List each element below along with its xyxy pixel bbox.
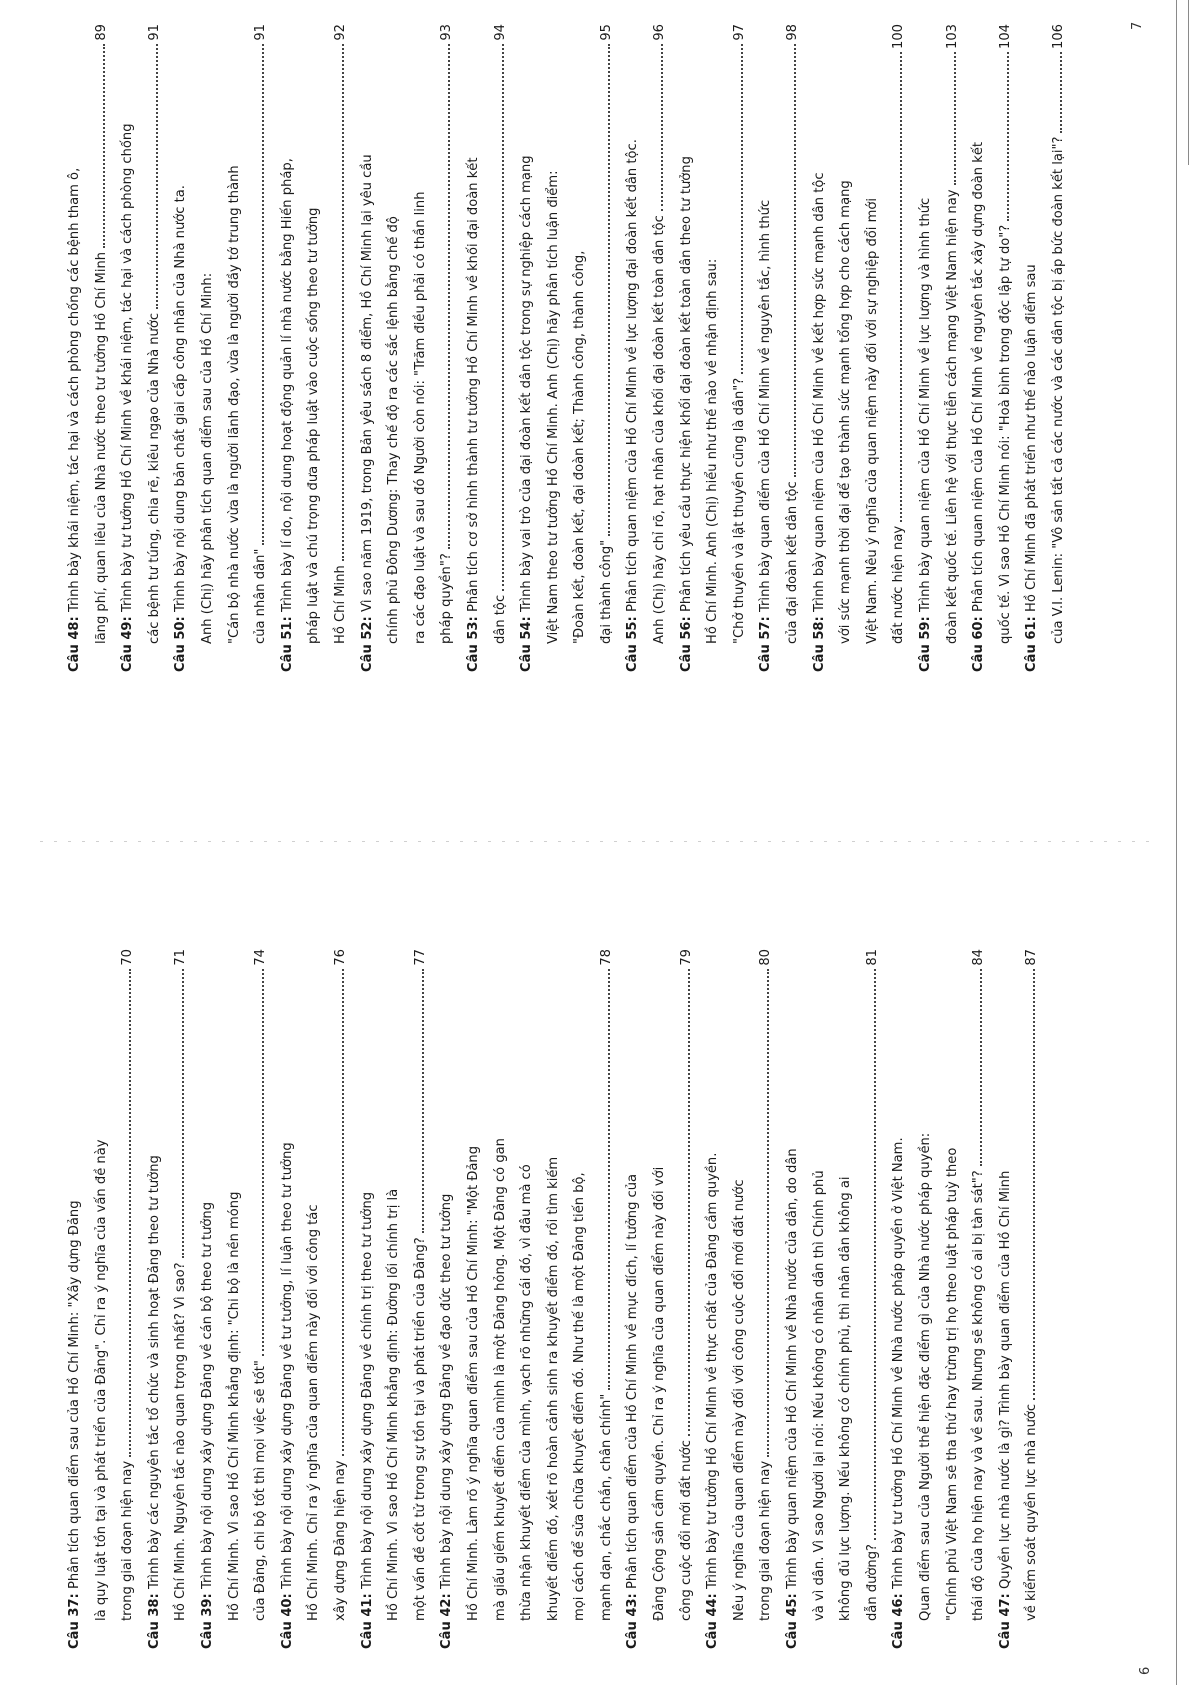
question-text: Quan điểm sau của Người thể hiện đặc điểm gì của Nhà nước pháp quyền:: [918, 1132, 933, 1621]
question-label: Câu 49:: [120, 616, 136, 672]
toc-entry-line: [275, 24, 302, 672]
toc-entry-line: [807, 949, 834, 1649]
toc-entry-line: [434, 949, 461, 1649]
question-text: Việt Nam. Nêu ý nghĩa của quan niệm này đối với sự nghiệp đổi mới: [864, 198, 880, 644]
toc-entry: [355, 949, 435, 1649]
question-text: Phân tích quan điểm sau của Hồ Chí Minh: "Xây dựng Đảng: [67, 1200, 82, 1590]
question-label: Câu 52:: [359, 616, 375, 672]
toc-entry-line: [514, 949, 541, 1649]
toc-entry-line: [142, 949, 169, 1649]
toc-entry: [780, 949, 886, 1649]
page-ref: 78: [598, 949, 614, 966]
toc-entry-line: [700, 949, 727, 1649]
question-text: "Chính phủ Việt Nam sẽ tha thứ hay trừng trị họ theo luật pháp tuỳ theo: [944, 1147, 960, 1621]
dot-leader: [103, 44, 105, 248]
question-label: Câu 41:: [359, 1593, 375, 1649]
toc-entry-line: [620, 24, 647, 672]
dot-leader: [422, 969, 424, 1234]
toc-entry-line: [1046, 24, 1073, 672]
page-ref: 91: [253, 24, 269, 41]
question-label: Câu 55:: [625, 616, 641, 672]
toc-entry: [355, 24, 461, 672]
question-text: Trình bày lí do, nội dung hoạt động quản lí nhà nước bằng Hiến pháp,: [279, 158, 295, 613]
toc-entry: [62, 24, 115, 672]
page-ref: 77: [412, 949, 428, 966]
question-text: thừa nhận khuyết điểm của mình, vạch rõ những cái đó, vì đâu mà có: [519, 1164, 535, 1621]
toc-entry-line: [62, 24, 89, 672]
question-text: Trình bày quan niệm của Hồ Chí Minh về Nhà nước của dân, do dân: [785, 1148, 801, 1590]
question-label: Câu 48:: [67, 616, 82, 672]
question-text: dẫn đường?: [864, 1544, 880, 1621]
toc-left-column: [62, 949, 1046, 1649]
toc-entry-line: [328, 24, 355, 672]
page-ref: 81: [864, 949, 880, 966]
toc-entry-line: [488, 949, 515, 1649]
dot-leader: [688, 969, 690, 1436]
page-ref: 94: [492, 24, 508, 41]
dot-leader: [156, 44, 158, 309]
toc-entry: [195, 949, 275, 1649]
question-text: Phân tích quan niệm của Hồ Chí Minh về nguyên tắc xây dựng đoàn kết: [971, 141, 987, 613]
toc-entry-line: [301, 949, 328, 1649]
toc-entry: [674, 24, 754, 672]
toc-entry-line: [195, 24, 222, 672]
toc-entry-line: [567, 949, 594, 1649]
dot-leader: [342, 969, 344, 1457]
question-text: Quyền lực nhà nước là gì? Trình bày quan điểm của Hồ Chí Minh: [997, 1170, 1013, 1590]
dot-leader: [874, 969, 876, 1540]
page-ref: 70: [120, 949, 136, 966]
dot-leader: [129, 969, 131, 1457]
toc-entry-line: [780, 24, 807, 672]
toc-entry: [886, 949, 992, 1649]
toc-right-column: [62, 24, 1073, 672]
question-text: "Đoàn kết, đoàn kết, đại đoàn kết; Thành công, thành công,: [572, 250, 588, 644]
toc-entry: [142, 949, 195, 1649]
dot-leader: [1007, 52, 1009, 221]
question-text: Phân tích cơ sở hình thành tư tưởng Hồ Chí Minh về khối đại đoàn kết: [465, 157, 481, 613]
toc-entry-line: [541, 24, 568, 672]
question-label: Câu 56:: [678, 616, 694, 672]
dot-leader: [1060, 52, 1062, 133]
question-text: trong giai đoạn hiện nay: [758, 1460, 774, 1621]
toc-entry-line: [753, 24, 780, 672]
question-text: Hồ Chí Minh. Vì sao Hồ Chí Minh khẳng định: "Chi bộ là nền móng: [226, 1191, 242, 1621]
question-text: mạnh dạn, chắc chắn, chân chính": [598, 1393, 614, 1621]
question-text: pháp luật và chú trọng đưa pháp luật vào cuộc sống theo tư tưởng: [306, 207, 322, 644]
toc-entry-line: [488, 24, 515, 672]
bottom-rule: [1176, 0, 1177, 1685]
toc-entry-line: [647, 949, 674, 1649]
toc-entry-line: [966, 949, 993, 1649]
toc-entry-line: [1019, 24, 1046, 672]
toc-entry-line: [780, 949, 807, 1649]
toc-entry-line: [700, 24, 727, 672]
question-text: lãng phí, quan liêu của Nhà nước theo tư tưởng Hồ Chí Minh: [93, 251, 109, 644]
toc-entry-line: [62, 949, 89, 1649]
toc-entry-line: [461, 949, 488, 1649]
toc-entry: [620, 24, 673, 672]
question-text: Hồ Chí Minh: [332, 565, 348, 644]
toc-entry-line: [355, 24, 382, 672]
book-spine: [40, 841, 1150, 842]
toc-entry-line: [647, 24, 674, 672]
toc-entry-line: [248, 949, 275, 1649]
toc-entry: [514, 24, 620, 672]
question-text: đất nước hiện nay: [891, 525, 907, 644]
toc-entry-line: [222, 949, 249, 1649]
question-text: không đủ lực lượng. Nếu không có chính phủ, thì nhân dân không ai: [838, 1176, 854, 1621]
toc-entry: [700, 949, 780, 1649]
toc-entry-line: [940, 24, 967, 672]
question-text: Trình bày tư tưởng Hồ Chí Minh về Nhà nước pháp quyền ở Việt Nam.: [891, 1137, 907, 1590]
page-ref: 98: [785, 24, 801, 41]
question-text: về kiểm soát quyền lực nhà nước: [1024, 1403, 1040, 1621]
question-text: xây dựng Đảng hiện nay: [332, 1460, 348, 1621]
toc-entry-line: [913, 24, 940, 672]
question-label: Câu 40:: [279, 1593, 295, 1649]
question-label: Câu 59:: [918, 616, 933, 672]
toc-entry-line: [913, 949, 940, 1649]
toc-entry-line: [594, 949, 621, 1649]
page-number-left: 6: [1138, 1666, 1153, 1675]
page-ref: 103: [944, 24, 960, 49]
page-ref: 93: [439, 24, 455, 41]
question-text: Anh (Chị) hãy phân tích quan điểm sau của Hồ Chí Minh:: [199, 272, 215, 644]
toc-entry-line: [541, 949, 568, 1649]
question-text: đại thành công": [598, 539, 614, 644]
question-label: Câu 57:: [758, 616, 774, 672]
dot-leader: [900, 52, 902, 522]
question-text: của Đảng, chi bộ tốt thì mọi việc sẽ tốt": [253, 1360, 269, 1621]
toc-entry-line: [807, 24, 834, 672]
dot-leader: [608, 969, 610, 1390]
toc-entry: [620, 949, 700, 1649]
dot-leader: [262, 969, 264, 1356]
toc-entry: [115, 24, 168, 672]
dot-leader: [767, 969, 769, 1457]
toc-entry: [275, 24, 355, 672]
page-ref: 91: [146, 24, 162, 41]
page-ref: 106: [1050, 24, 1066, 49]
question-text: Trình bày tư tưởng Hồ Chí Minh về thực chất của Đảng cầm quyền.: [705, 1152, 721, 1590]
question-text: mọi cách để sửa chữa khuyết điểm đó. Như thế là một Đảng tiến bộ,: [572, 1172, 588, 1621]
page-ref: 71: [173, 949, 189, 966]
question-text: đoàn kết quốc tế. Liên hệ với thực tiễn cách mạng Việt Nam hiện nay: [944, 189, 960, 644]
page-ref: 89: [93, 24, 109, 41]
toc-entry-line: [966, 24, 993, 672]
question-label: Câu 47:: [997, 1593, 1013, 1649]
toc-entry-line: [594, 24, 621, 672]
corner-rule: [1188, 0, 1189, 165]
toc-entry-line: [727, 24, 754, 672]
page-ref: 79: [678, 949, 694, 966]
question-text: Hồ Chí Minh. Chỉ ra ý nghĩa của quan điểm này đối với công tác: [306, 1204, 322, 1621]
question-text: Hồ Chí Minh đã phát triển như thế nào luận điểm sau: [1024, 264, 1040, 613]
toc-entry-line: [168, 949, 195, 1649]
dot-leader: [608, 44, 610, 536]
toc-entry-line: [301, 24, 328, 672]
dot-leader: [661, 44, 663, 211]
question-text: trong giai đoạn hiện nay: [120, 1460, 136, 1621]
toc-entry: [461, 24, 514, 672]
question-label: Câu 53:: [465, 616, 481, 672]
question-text: dân tộc: [492, 594, 508, 644]
question-text: Hồ Chí Minh. Nguyên tắc nào quan trọng nhất? Vì sao?: [173, 1262, 189, 1621]
question-text: của V.I. Lenin: "Vô sản tất cả các nước và các dân tộc bị áp bức đoàn kết lại"?: [1050, 136, 1066, 644]
toc-entry: [993, 949, 1046, 1649]
toc-entry-line: [408, 949, 435, 1649]
question-text: Trình bày vai trò của đại đoàn kết dân tộc trong sự nghiệp cách mạng: [519, 155, 535, 613]
question-label: Câu 45:: [785, 1593, 801, 1649]
toc-entry-line: [514, 24, 541, 672]
toc-entry-line: [381, 24, 408, 672]
question-label: Câu 46:: [891, 1593, 907, 1649]
toc-entry-line: [1019, 949, 1046, 1649]
toc-entry-line: [355, 949, 382, 1649]
page-ref: 80: [758, 949, 774, 966]
question-label: Câu 38:: [146, 1593, 162, 1649]
page-ref: 95: [598, 24, 614, 41]
question-text: chính phủ Đông Dương: Thay chế độ ra các sắc lệnh bằng chế độ: [386, 216, 402, 644]
question-text: Đảng Cộng sản cầm quyền. Chỉ ra ý nghĩa của quan điểm này đối với: [652, 1166, 668, 1621]
toc-entry: [807, 24, 913, 672]
question-text: Trình bày nội dung xây dựng Đảng về chính trị theo tư tưởng: [359, 1191, 375, 1590]
question-text: Anh (Chị) hãy chỉ rõ, hạt nhân của khối đại đoàn kết toàn dân tộc: [652, 215, 668, 644]
dot-leader: [954, 52, 956, 186]
toc-entry: [275, 949, 355, 1649]
toc-entry-line: [674, 949, 701, 1649]
page-number-right: 7: [1130, 21, 1145, 30]
toc-entry-line: [328, 949, 355, 1649]
question-label: Câu 60:: [971, 616, 987, 672]
question-text: ra các đạo luật và sau đó Người còn nói: "Trăm điều phải có thần linh: [412, 191, 428, 644]
question-text: Trình bày nội dung xây dựng Đảng về cán bộ theo tư tưởng: [199, 1201, 215, 1590]
question-text: các bệnh tư túng, chia rẽ, kiêu ngạo của Nhà nước: [146, 312, 162, 644]
page-ref: 100: [891, 24, 907, 49]
dot-leader: [262, 44, 264, 545]
question-label: Câu 37:: [67, 1593, 82, 1649]
dot-leader: [502, 44, 504, 591]
toc-entry-line: [940, 949, 967, 1649]
question-text: Phân tích quan điểm của Hồ Chí Minh về mục đích, lí tưởng của: [625, 1173, 641, 1590]
toc-entry-line: [620, 949, 647, 1649]
question-text: Việt Nam theo tư tưởng Hồ Chí Minh. Anh (Chị) hãy phân tích luận điểm:: [545, 170, 561, 644]
toc-entry: [1019, 24, 1072, 672]
question-label: Câu 42:: [439, 1593, 455, 1649]
toc-entry-line: [833, 24, 860, 672]
toc-entry: [434, 949, 620, 1649]
toc-entry-line: [168, 24, 195, 672]
dot-leader: [741, 44, 743, 374]
question-text: Phân tích yêu cầu thực hiện khối đại đoàn kết toàn dân theo tư tưởng: [678, 156, 694, 613]
toc-entry-line: [408, 24, 435, 672]
question-text: công cuộc đổi mới đất nước: [678, 1440, 694, 1621]
question-text: "Chở thuyền và lật thuyền cũng là dân"?: [731, 377, 747, 644]
question-text: của đại đoàn kết dân tộc: [785, 481, 801, 644]
toc-entry-line: [381, 949, 408, 1649]
question-label: Câu 58:: [811, 616, 827, 672]
toc-entry-line: [727, 949, 754, 1649]
toc-entry-line: [886, 949, 913, 1649]
question-text: và vì dân. Vì sao Người lại nói: Nếu không có nhân dân thì Chính phủ: [811, 1170, 827, 1621]
question-text: quốc tế. Vì sao Hồ Chí Minh nói: "Hoà bình trong độc lập tự do"?: [997, 224, 1013, 644]
question-label: Câu 50:: [173, 616, 189, 672]
question-text: là quy luật tồn tại và phát triển của Đảng". Chỉ ra ý nghĩa của vấn đề này: [93, 1139, 109, 1621]
toc-entry-line: [461, 24, 488, 672]
question-text: Trình bày nội dung xây dựng Đảng về đạo đức theo tư tưởng: [439, 1193, 455, 1590]
page-ref: 104: [997, 24, 1013, 49]
page-ref: 87: [1024, 949, 1040, 966]
question-label: Câu 39:: [199, 1593, 215, 1649]
question-text: Trình bày quan điểm của Hồ Chí Minh về nguyên tắc, hình thức: [758, 199, 774, 613]
toc-entry: [62, 949, 142, 1649]
question-text: Hồ Chí Minh. Làm rõ ý nghĩa quan điểm sau của Hồ Chí Minh: "Một Đảng: [465, 1145, 481, 1621]
toc-entry-line: [833, 949, 860, 1649]
question-text: Trình bày các nguyên tắc tổ chức và sinh hoạt Đảng theo tư tưởng: [146, 1155, 162, 1590]
page-ref: 96: [652, 24, 668, 41]
toc-entry: [913, 24, 966, 672]
toc-entry-line: [860, 949, 887, 1649]
question-text: thái độ của họ hiện nay và về sau. Nhưng sẽ không có ai bị tàn sát"?: [971, 1170, 987, 1621]
question-text: mà giấu giếm khuyết điểm của mình là một Đảng hỏng. Một Đảng có gan: [492, 1138, 508, 1621]
toc-entry-line: [222, 24, 249, 672]
question-text: khuyết điểm đó, xét rõ hoàn cảnh sinh ra khuyết điểm đó, rồi tìm kiếm: [545, 1156, 561, 1621]
question-text: của nhân dân": [253, 548, 269, 644]
toc-entry: [753, 24, 806, 672]
question-text: Hồ Chí Minh. Vì sao Hồ Chí Minh khẳng định: Đường lối chính trị là: [386, 1188, 402, 1621]
question-text: Trình bày tư tưởng Hồ Chí Minh về khái niệm, tác hại và cách phòng chống: [120, 123, 136, 613]
toc-entry-line: [195, 949, 222, 1649]
dot-leader: [794, 44, 796, 478]
toc-entry-line: [674, 24, 701, 672]
question-text: Vì sao năm 1919, trong Bản yêu sách 8 điểm, Hồ Chí Minh lại yêu cầu: [359, 154, 375, 613]
page-ref: 92: [332, 24, 348, 41]
toc-entry-line: [753, 949, 780, 1649]
toc-entry-line: [434, 24, 461, 672]
toc-entry: [966, 24, 1019, 672]
dot-leader: [182, 969, 184, 1259]
toc-entry-line: [860, 24, 887, 672]
question-text: pháp quyền"?: [439, 553, 455, 644]
page-ref: 74: [253, 949, 269, 966]
question-label: Câu 44:: [705, 1593, 721, 1649]
question-label: Câu 43:: [625, 1593, 641, 1649]
question-text: Trình bày quan niệm của Hồ Chí Minh về kết hợp sức mạnh dân tộc: [811, 172, 827, 613]
toc-entry-line: [142, 24, 169, 672]
question-text: với sức mạnh thời đại để tạo thành sức mạnh tổng hợp cho cách mạng: [838, 180, 854, 644]
question-label: Câu 54:: [519, 616, 535, 672]
toc-entry-line: [567, 24, 594, 672]
dot-leader: [448, 44, 450, 550]
question-label: Câu 51:: [279, 616, 295, 672]
page-ref: 76: [332, 949, 348, 966]
question-label: Câu 61:: [1024, 616, 1040, 672]
question-text: Trình bày khái niệm, tác hại và cách phòng chống các bệnh tham ô,: [67, 167, 82, 613]
question-text: "Cán bộ nhà nước vừa là người lãnh đạo, vừa là người đầy tớ trung thành: [226, 165, 242, 644]
toc-entry-line: [993, 949, 1020, 1649]
toc-entry-line: [89, 24, 116, 672]
toc-entry-line: [886, 24, 913, 672]
toc-entry-line: [248, 24, 275, 672]
question-text: một vấn đề cốt tử trong sự tồn tại và phát triển của Đảng?: [412, 1237, 428, 1621]
toc-entry-line: [993, 24, 1020, 672]
dot-leader: [980, 969, 982, 1167]
toc-entry-line: [115, 949, 142, 1649]
dot-leader: [1033, 969, 1035, 1400]
question-text: Nêu ý nghĩa của quan điểm này đối với công cuộc đổi mới đất nước: [731, 1179, 747, 1621]
toc-entry-line: [115, 24, 142, 672]
page-ref: 84: [971, 949, 987, 966]
question-text: Trình bày nội dung xây dựng Đảng về tư tưởng, lí luận theo tư tưởng: [279, 1142, 295, 1590]
toc-entry-line: [89, 949, 116, 1649]
question-text: Trình bày quan niệm của Hồ Chí Minh về lực lượng và hình thức: [918, 197, 933, 613]
dot-leader: [342, 44, 344, 562]
question-text: Trình bày nội dung bản chất giai cấp công nhân của Nhà nước ta.: [173, 185, 189, 613]
question-text: Phân tích quan niệm của Hồ Chí Minh về lực lượng đại đoàn kết dân tộc.: [625, 139, 641, 613]
toc-entry: [168, 24, 274, 672]
page-ref: 97: [731, 24, 747, 41]
toc-entry-line: [275, 949, 302, 1649]
question-text: Hồ Chí Minh. Anh (Chị) hiểu như thế nào về nhận định sau:: [705, 258, 721, 644]
